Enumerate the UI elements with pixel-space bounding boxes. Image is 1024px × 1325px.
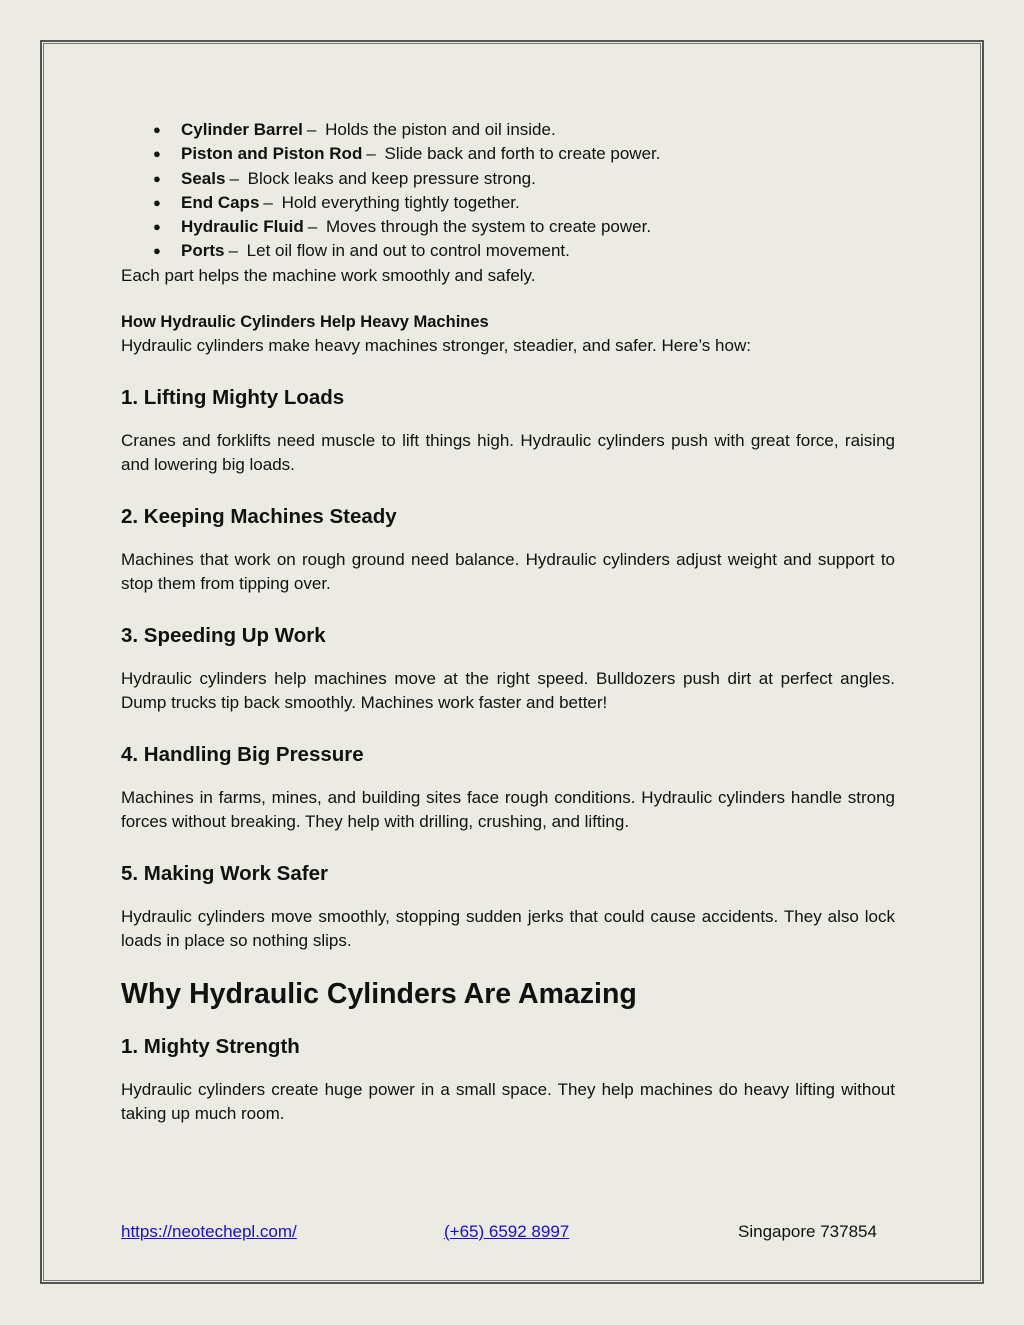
section-heading: 1. Lifting Mighty Loads <box>121 385 345 409</box>
section-body: Hydraulic cylinders create huge power in a small space. They help machines do heavy lifting without taking up much room. <box>121 1079 895 1124</box>
section-body: Cranes and forklifts need muscle to lift things high. Hydraulic cylinders push with great force, raising and lowering big loads. <box>121 430 895 475</box>
section-heading: 3. Speeding Up Work <box>121 623 326 647</box>
dash: – <box>263 192 273 212</box>
part-name: Seals <box>181 168 226 188</box>
bullet-icon: ● <box>153 194 161 210</box>
dash: – <box>228 241 238 261</box>
part-name: Piston and Piston Rod <box>181 144 363 164</box>
bullet-icon: ● <box>153 243 161 259</box>
phone-link[interactable]: (+65) 6592 8997 <box>444 1222 570 1241</box>
parts-summary: Each part helps the machine work smoothly and safely. <box>121 265 536 285</box>
document-body <box>121 118 895 1127</box>
section-heading: 1. Mighty Strength <box>121 1034 300 1058</box>
dash: – <box>229 168 239 188</box>
part-description: Slide back and forth to create power. <box>384 144 661 164</box>
location-text: Singapore 737854 <box>738 1222 877 1241</box>
bullet-icon: ● <box>153 219 161 235</box>
part-name: Hydraulic Fluid <box>181 217 304 237</box>
website-link[interactable]: https://neotechepl.com/ <box>121 1222 297 1241</box>
list-item <box>121 118 895 142</box>
help-intro: Hydraulic cylinders make heavy machines stronger, steadier, and safer. Here’s how: <box>121 336 751 356</box>
list-item <box>121 191 895 215</box>
list-item <box>121 215 895 239</box>
dash: – <box>307 217 318 237</box>
section-body: Machines that work on rough ground need balance. Hydraulic cylinders adjust weight and support to stop them from tipping over. <box>121 549 895 594</box>
list-item <box>121 239 895 263</box>
part-description: Let oil flow in and out to control movement. <box>246 241 570 261</box>
dash: – <box>366 144 376 164</box>
list-item <box>121 167 895 191</box>
part-description: Holds the piston and oil inside. <box>325 120 556 139</box>
page-footer <box>121 1222 901 1246</box>
section-heading: 4. Handling Big Pressure <box>121 742 364 766</box>
part-description: Moves through the system to create power. <box>326 217 652 237</box>
bullet-icon: ● <box>153 146 161 162</box>
section-heading: 2. Keeping Machines Steady <box>121 504 397 528</box>
part-description: Block leaks and keep pressure strong. <box>247 168 536 188</box>
amazing-heading: Why Hydraulic Cylinders Are Amazing <box>121 977 637 1010</box>
section-body: Machines in farms, mines, and building sites face rough conditions. Hydraulic cylinders handle strong forces without breaking. They help with drilling, crushing, and lifting. <box>121 787 895 832</box>
part-name: Cylinder Barrel <box>181 120 303 139</box>
part-name: End Caps <box>181 192 260 212</box>
section-body: Hydraulic cylinders help machines move at the right speed. Bulldozers push dirt at perfect angles. Dump trucks tip back smoothly. Machines work faster and better! <box>121 668 895 713</box>
section-heading: 5. Making Work Safer <box>121 861 328 885</box>
bullet-icon: ● <box>153 170 161 186</box>
dash: – <box>306 120 317 139</box>
part-name: Ports <box>181 241 225 261</box>
part-description: Hold everything tightly together. <box>281 192 520 212</box>
cylinder-parts-list <box>121 118 895 264</box>
help-heading: How Hydraulic Cylinders Help Heavy Machines <box>121 313 489 332</box>
section-body: Hydraulic cylinders move smoothly, stopping sudden jerks that could cause accidents. They also lock loads in place so nothing slips. <box>121 906 895 951</box>
bullet-icon: ● <box>153 122 161 137</box>
list-item <box>121 142 895 166</box>
